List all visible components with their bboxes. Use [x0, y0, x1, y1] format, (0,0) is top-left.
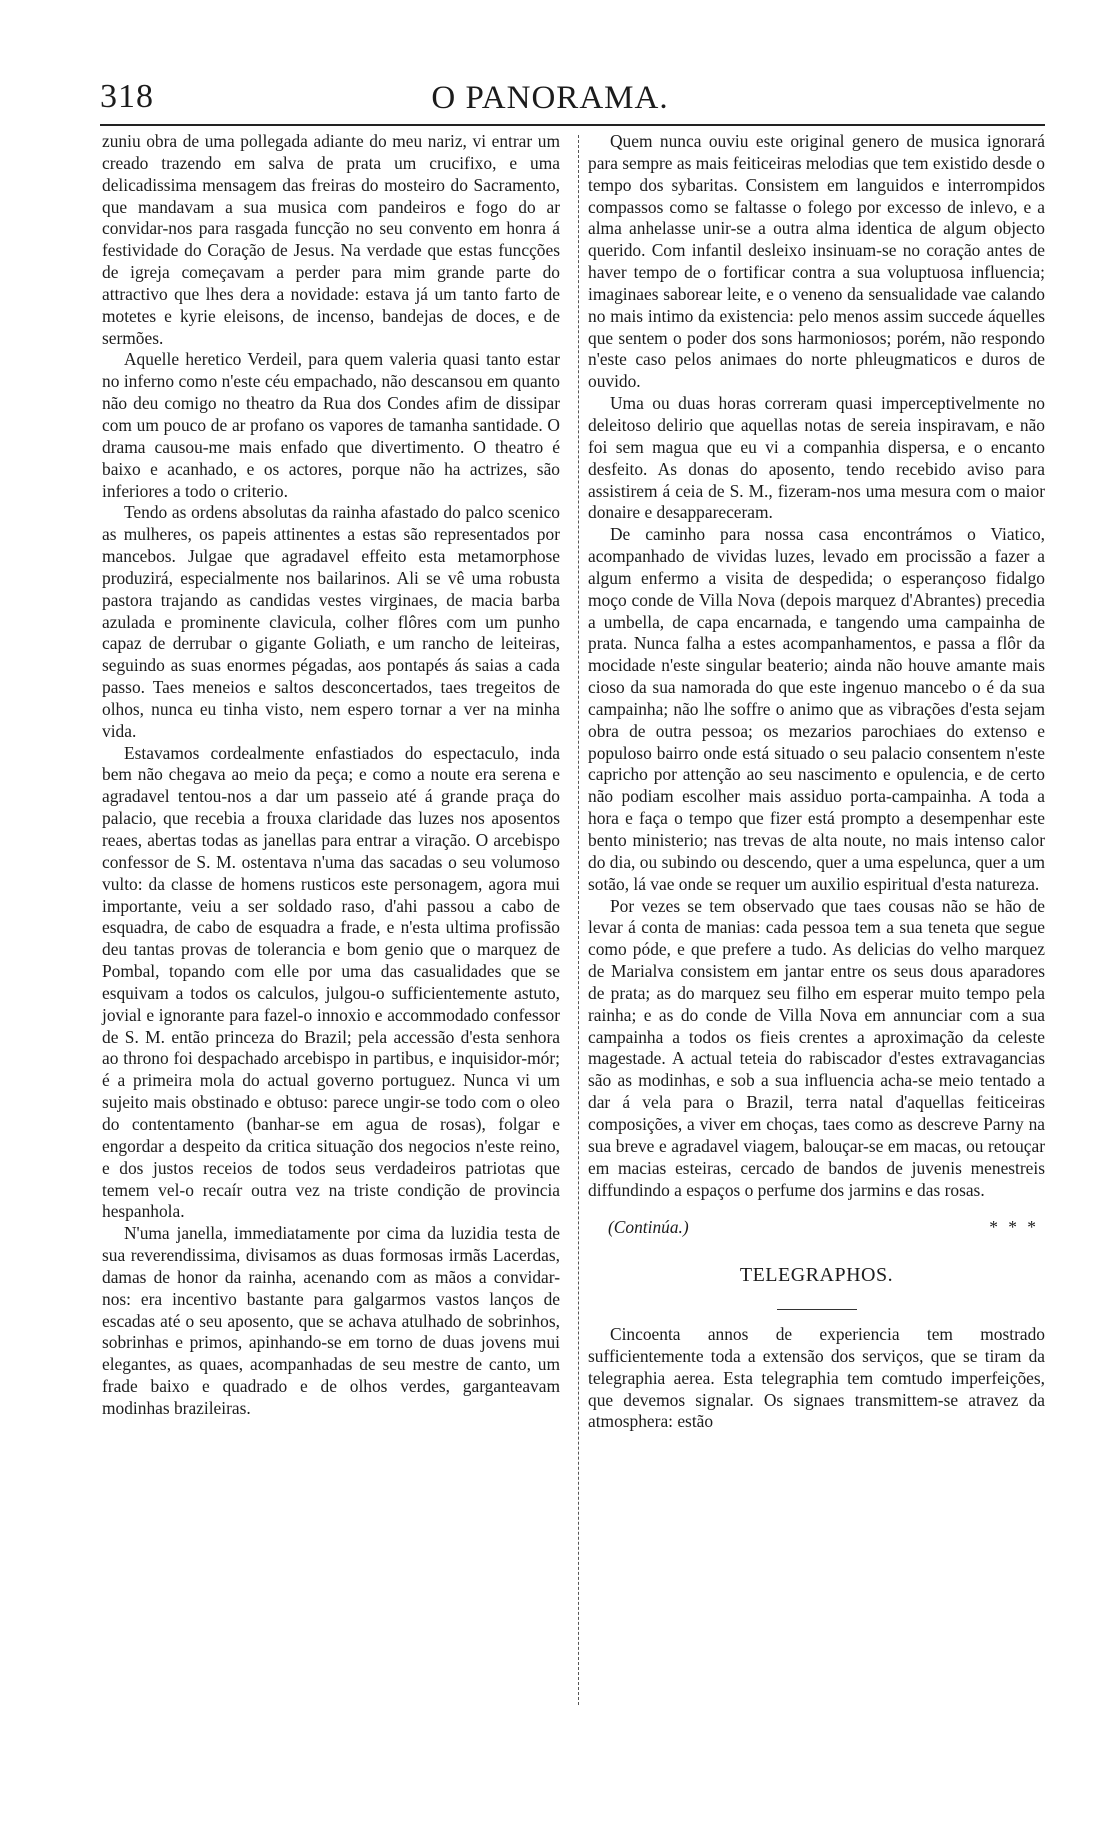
right-column [588, 131, 1045, 1433]
paragraph: Aquelle heretico Verdeil, para quem valeria quasi tanto estar no inferno como n'este céu empachado, não descansou em quanto não deu comigo no theatro da Rua dos Condes afim de dissipar com um pouco de ar profano os vapores de tamanha santidade. O drama causou-me mais enfado que divertimento. O theatro é baixo e acanhado, e os actores, porque não ha actrizes, são inferiores a todo o criterio. [102, 349, 560, 501]
paragraph: Tendo as ordens absolutas da rainha afastado do palco scenico as mulheres, os papeis attinentes a estas são representados por mancebos. Julgae que agradavel effeito esta metamorphose produzirá, especialmente nos bailarinos. Ali se vê uma robusta pastora trajando as candidas vestes virginaes, de macia barba azulada e prominente clavicula, colher flôres com um punho capaz de derrubar o gigante Goliath, e um rancho de leiteiras, seguindo as suas enormes pégadas, aos pontapés ás saias a cada passo. Taes meneios e saltos desconcertados, taes tregeitos de olhos, nunca eu tinha visto, nem espero tornar a ver na minha vida. [102, 502, 560, 741]
paragraph: De caminho para nossa casa encontrámos o Viatico, acompanhado de vividas luzes, levado em procissão a fazer a algum enfermo a visita de despedida; o esperançoso fidalgo moço conde de Villa Nova (depois marquez d'Abrantes) precedia a umbella, de capa encarnada, e tangendo uma campainha de prata. Nunca falha a estes acompanhamentos, e passa a flôr da mocidade n'este singular beaterio; ainda não houve amante mais cioso da sua namorada do que este ingenuo mancebo o é da sua campainha; não lhe soffre o animo que as vibrações d'esta sejam obra de outra pessoa; os mezarios parochiaes do extenso e populoso bairro onde está situado o seu palacio consentem n'este capricho por attenção ao seu nascimento e opulencia, e de certo não podiam escolher mais assiduo porta-campainha. A toda a hora e faça o tempo que fizer está prompto a desempenhar este bento ministerio; nas trevas de alta noute, no mais intenso calor do dia, ou subindo ou descendo, quer a uma espelunca, quer a um sotão, lá vae onde se requer um auxilio espiritual d'esta natureza. [588, 524, 1045, 894]
continua-label: (Continúa.) [608, 1217, 689, 1238]
paragraph: Cincoenta annos de experiencia tem mostrado sufficientemente toda a extensão dos serviços, que se tiram da telegraphia aerea. Esta telegraphia tem comtudo imperfeições, que devemos signalar. Os signaes transmittem-se atravez da atmosphera: estão [588, 1324, 1045, 1432]
section-title: TELEGRAPHOS. [739, 1264, 894, 1287]
header-rule [100, 124, 1045, 126]
paragraph: zuniu obra de uma pollegada adiante do meu nariz, vi entrar um creado trazendo em salva de prata um crucifixo, e uma delicadissima mensagem das freiras do mosteiro do Sacramento, que mandavam a sua musica com pandeiros e fogo do ar convidar-nos para rasgada funcção no seu convento em honra á festividade do Coração de Jesus. Na verdade que estas funcções de igreja começavam a perder para mim grande parte do attractivo que lhes dera a novidade: estava já um tanto farto de motetes e kyrie eleisons, de incenso, bandejas de doces, e de sermões. [102, 131, 560, 348]
continua-dots: * * * [989, 1217, 1039, 1238]
journal-title: O PANORAMA. [431, 80, 669, 116]
column-divider [578, 135, 579, 1705]
paragraph: Uma ou duas horas correram quasi imperceptivelmente no deleitoso delirio que aquellas notas de sereia inspiravam, e não foi sem magua que eu vi a companhia dispersa, e o encanto desfeito. As donas do aposento, tendo recebido aviso para assistirem á ceia de S. M., fizeram-nos uma mesura com o maior donaire e desappareceram. [588, 393, 1045, 523]
paragraph: N'uma janella, immediatamente por cima da luzidia testa de sua reverendissima, divisamos as duas formosas irmãs Lacerdas, damas de honor da rainha, acenando com as mãos a convidar-nos: era incentivo bastante para galgarmos vastos lanços de escadas até o seu aposento, que se achava atulhado de sobrinhos, sobrinhas e primos, apinhando-se em torno de duas jovens mui elegantes, as quaes, acompanhadas de seu mestre de canto, um frade baixo e quadrado e de olhos verdes, garganteavam modinhas brazileiras. [102, 1223, 560, 1418]
continuation-note [588, 1217, 1045, 1239]
section-rule [777, 1309, 857, 1310]
paragraph: Por vezes se tem observado que taes cousas não se hão de levar á conta de manias: cada pessoa tem a sua teneta que segue como póde, e que prefere a tudo. As delicias do velho marquez de Marialva consistem em jantar entre os seus dous aparadores de prata; as do marquez seu filho em esperar muito tempo pela rainha; e as do conde de Villa Nova em annunciar com a sua campainha a todos os fieis crentes a aproximação da celeste magestade. A actual teteia do rabiscador d'estes extravagancias são as modinhas, e sob a sua influencia acha-se meio tentado a dar á vela para o Brazil, terra natal d'aquellas feiticeiras composições, a viver em choças, taes como as descreve Parny na sua breve e agradavel viagem, balouçar-se em macas, ou retouçar em macias esteiras, cercado de bandos de juvenis menestreis diffundindo a espaços o perfume dos jarmins e das rosas. [588, 895, 1045, 1200]
left-column [102, 131, 560, 1420]
paragraph: Quem nunca ouviu este original genero de musica ignorará para sempre as mais feiticeiras melodias que tem existido desde o tempo dos sybaritas. Consistem em languidos e interrompidos compassos como se faltasse o folego por excesso de inlevo, e a alma anhelasse unir-se a outra alma identica de algum objecto querido. Com infantil desleixo insinuam-se no coração antes de haver tempo de o fortificar contra a sua voluptuosa influencia; imaginaes saborear leite, e o veneno da sensualidade vae calando no mais intimo da existencia: pelo menos assim succede áquelles que sentem o poder dos sons harmoniosos; porém, não respondo n'este caso pelos animaes do norte phleugmaticos e duros de ouvido. [588, 131, 1045, 392]
page-number: 318 [100, 78, 154, 115]
paragraph: Estavamos cordealmente enfastiados do espectaculo, inda bem não chegava ao meio da peça; e como a noute era serena e agradavel tentou-nos a dar um passeio até á grande praça do palacio, que recebia a frouxa claridade das luzes nos aposentos reaes, abertas todas as janellas para entrar a viração. O arcebispo confessor de S. M. ostentava n'uma das sacadas o seu volumoso vulto: da classe de homens rusticos este personagem, agora mui importante, veiu a ser soldado raso, d'ahi passou a cabo de esquadra, de cabo de esquadra a frade, e n'esta ultima profissão deu tantas provas de tolerancia e bom genio que o marquez de Pombal, topando com elle por uma das casualidades que se esquivam a todos os calculos, julgou-o sufficientemente astuto, jovial e ignorante para fazel-o innoxio e accommodado confessor de S. M. então princeza do Brazil; pela accessão d'esta senhora ao throno foi despachado arcebispo in partibus, e inquisidor-mór; é a primeira mola do actual governo portuguez. Nunca vi um sujeito mais obstinado e obtuso: parece ungir-se todo com o oleo do contentamento (banhar-se em agua de rosas), folgar e engordar a despeito da critica situação dos negocios n'este reino, e dos justos receios de todos seus verdadeiros patriotas que temem vel-o recaír outra vez na triste condição de provincia hespanhola. [102, 742, 560, 1222]
